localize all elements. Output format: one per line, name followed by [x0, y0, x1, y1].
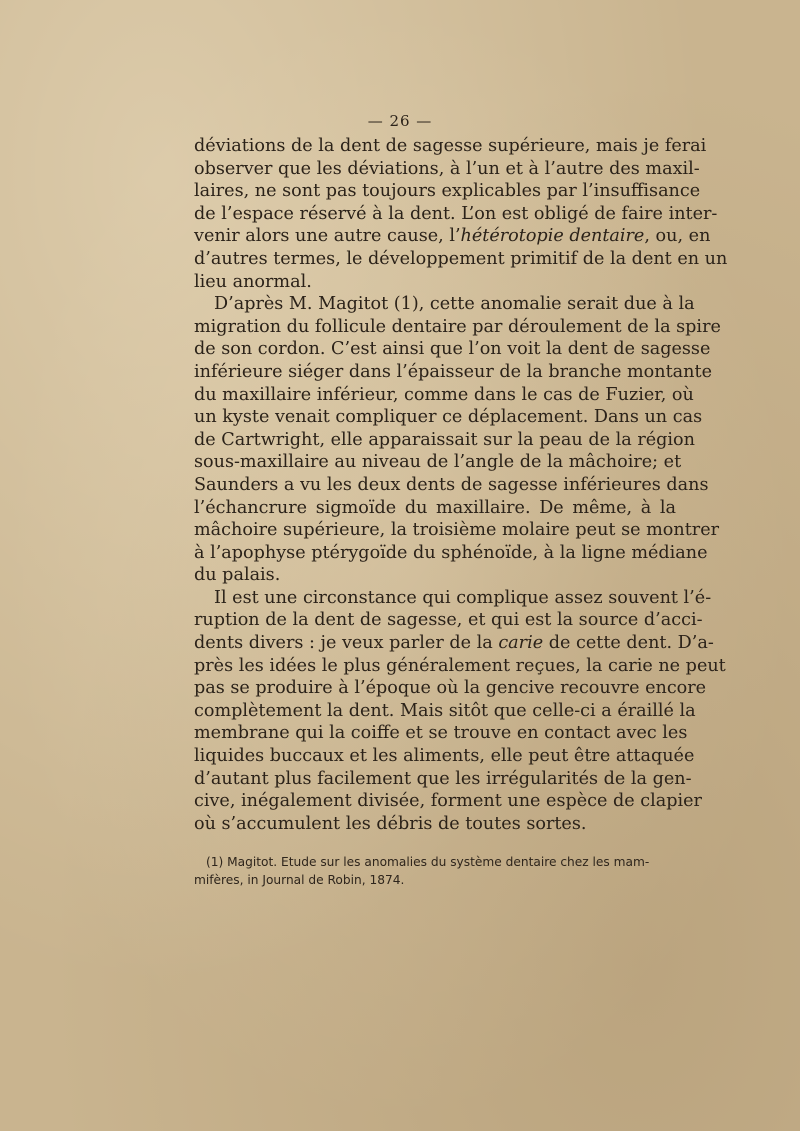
text-fragment: dents divers : je veux parler de la — [194, 633, 499, 654]
text-line: inférieure siéger dans l’épaisseur de la branche montante — [194, 361, 712, 382]
text-line: où s’accumulent les débris de toutes sortes. — [194, 813, 587, 834]
footnote-line: (1) Magitot. Etude sur les anomalies du système dentaire chez les mam- — [206, 855, 650, 869]
italic-term: hétérotopie dentaire — [460, 226, 645, 247]
text-line: migration du follicule dentaire par déroulement de la spire — [194, 316, 721, 337]
page-number: — 26 — — [367, 112, 433, 130]
text-line: du palais. — [194, 565, 281, 586]
text-line: d’autant plus facilement que les irrégularités de la gen- — [194, 768, 692, 789]
text-line: liquides buccaux et les aliments, elle peut être attaquée — [194, 746, 695, 767]
text-line: pas se produire à l’époque où la gencive recouvre encore — [194, 678, 707, 699]
text-line: d’autres termes, le développement primitif de la dent en un — [194, 248, 728, 269]
text-line: de Cartwright, elle apparaissait sur la peau de la région — [194, 429, 695, 450]
text-line: Saunders a vu les deux dents de sagesse inférieures dans — [194, 474, 709, 495]
text-line: de l’espace réservé à la dent. L’on est obligé de faire inter- — [194, 203, 718, 224]
italic-term: carie — [498, 633, 544, 654]
text-line: ruption de la dent de sagesse, et qui est la source d’acci- — [194, 610, 703, 631]
text-line: D’après M. Magitot (1), cette anomalie serait due à la — [214, 294, 695, 315]
text-line: du maxillaire inférieur, comme dans le cas de Fuzier, où — [194, 384, 694, 405]
text-line — [194, 632, 714, 655]
footnote-line: mifères, in Journal de Robin, 1874. — [194, 873, 405, 887]
text-fragment: de cette dent. D’a- — [543, 633, 714, 654]
paragraph-3 — [194, 587, 726, 836]
text-line: laires, ne sont pas toujours explicables par l’insuffisance — [194, 181, 701, 202]
body-text — [194, 135, 728, 835]
text-line: près les idées le plus généralement reçues, la carie ne peut — [194, 655, 726, 676]
text-line: cive, inégalement divisée, forment une espèce de clapier — [194, 791, 702, 812]
paragraph-1 — [194, 135, 728, 293]
text-line — [194, 225, 711, 248]
footnote — [194, 853, 676, 889]
text-line: de son cordon. C’est ainsi que l’on voit la dent de sagesse — [194, 339, 711, 360]
text-line: sous-maxillaire au niveau de l’angle de la mâchoire; et — [194, 452, 682, 473]
text-line: déviations de la dent de sagesse supérieure, mais je ferai — [194, 136, 707, 156]
text-line: l’échancrure sigmoïde du maxillaire. De même, à la — [194, 497, 676, 518]
text-line: Il est une circonstance qui complique assez souvent l’é- — [214, 587, 712, 608]
paragraph-2 — [194, 293, 721, 587]
text-line: mâchoire supérieure, la troisième molaire peut se montrer — [194, 520, 720, 541]
text-line: membrane qui la coiffe et se trouve en contact avec les — [194, 723, 688, 744]
text-line: un kyste venait compliquer ce déplacement. Dans un cas — [194, 407, 703, 428]
text-fragment: venir alors une autre cause, l’ — [194, 226, 461, 247]
text-line: lieu anormal. — [194, 271, 312, 292]
text-line: observer que les déviations, à l’un et à l’autre des maxil- — [194, 158, 700, 179]
text-fragment: , ou, en — [644, 226, 711, 247]
text-line: complètement la dent. Mais sitôt que celle-ci a éraillé la — [194, 700, 696, 721]
text-line: à l’apophyse ptérygoïde du sphénoïde, à la ligne médiane — [194, 542, 708, 563]
